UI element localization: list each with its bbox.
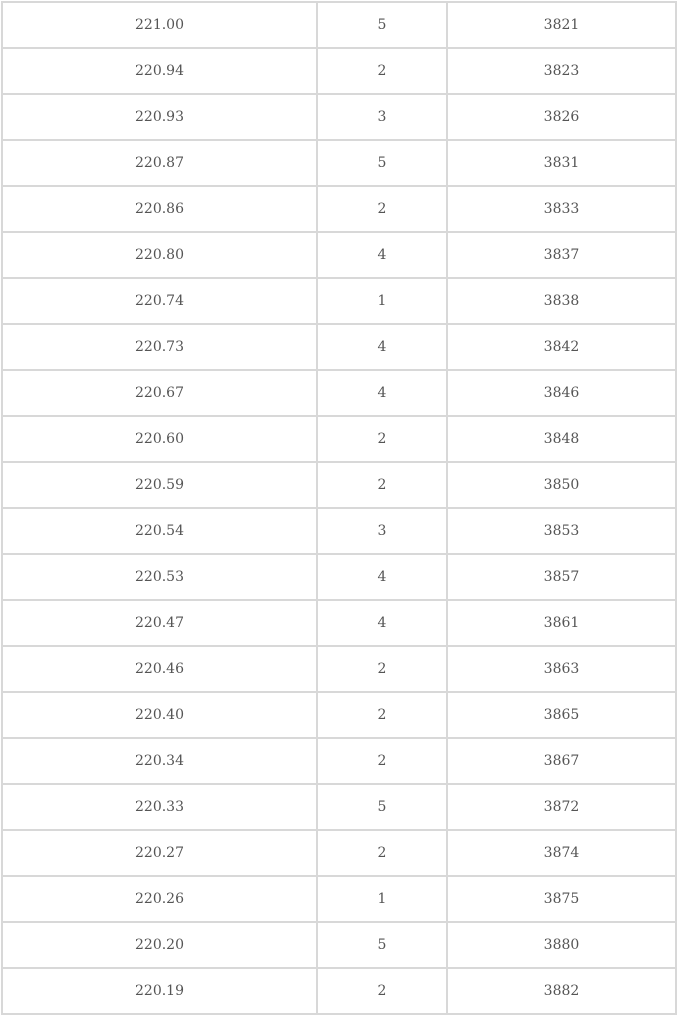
price-cell: 220.74 <box>2 278 317 324</box>
table-row <box>2 462 676 508</box>
table-row <box>2 370 676 416</box>
total-cell: 3848 <box>447 416 676 462</box>
table-row <box>2 692 676 738</box>
table-row <box>2 416 676 462</box>
count-cell: 5 <box>317 922 447 968</box>
total-cell: 3831 <box>447 140 676 186</box>
count-cell: 5 <box>317 140 447 186</box>
price-cell: 220.27 <box>2 830 317 876</box>
total-cell: 3842 <box>447 324 676 370</box>
total-cell: 3823 <box>447 48 676 94</box>
count-cell: 2 <box>317 416 447 462</box>
price-cell: 221.00 <box>2 2 317 48</box>
table-row <box>2 968 676 1014</box>
price-cell: 220.47 <box>2 600 317 646</box>
total-cell: 3861 <box>447 600 676 646</box>
table-row <box>2 278 676 324</box>
count-cell: 1 <box>317 876 447 922</box>
table-row <box>2 140 676 186</box>
total-cell: 3837 <box>447 232 676 278</box>
table-row <box>2 94 676 140</box>
price-cell: 220.33 <box>2 784 317 830</box>
count-cell: 4 <box>317 370 447 416</box>
total-cell: 3875 <box>447 876 676 922</box>
price-cell: 220.46 <box>2 646 317 692</box>
count-cell: 2 <box>317 968 447 1014</box>
count-cell: 3 <box>317 508 447 554</box>
price-cell: 220.80 <box>2 232 317 278</box>
table-row <box>2 232 676 278</box>
total-cell: 3865 <box>447 692 676 738</box>
table-row <box>2 186 676 232</box>
price-cell: 220.34 <box>2 738 317 784</box>
table-row <box>2 48 676 94</box>
count-cell: 2 <box>317 738 447 784</box>
table-row <box>2 324 676 370</box>
total-cell: 3882 <box>447 968 676 1014</box>
count-cell: 4 <box>317 554 447 600</box>
price-cell: 220.40 <box>2 692 317 738</box>
table-row <box>2 876 676 922</box>
price-cell: 220.87 <box>2 140 317 186</box>
price-cell: 220.53 <box>2 554 317 600</box>
price-cell: 220.54 <box>2 508 317 554</box>
price-cell: 220.20 <box>2 922 317 968</box>
price-cell: 220.60 <box>2 416 317 462</box>
count-cell: 2 <box>317 462 447 508</box>
count-cell: 2 <box>317 830 447 876</box>
total-cell: 3850 <box>447 462 676 508</box>
price-cell: 220.26 <box>2 876 317 922</box>
table-row <box>2 830 676 876</box>
count-cell: 5 <box>317 2 447 48</box>
table-row <box>2 600 676 646</box>
table-row <box>2 2 676 48</box>
table-row <box>2 738 676 784</box>
count-cell: 3 <box>317 94 447 140</box>
table-row <box>2 922 676 968</box>
total-cell: 3838 <box>447 278 676 324</box>
table-row <box>2 784 676 830</box>
total-cell: 3846 <box>447 370 676 416</box>
total-cell: 3880 <box>447 922 676 968</box>
count-cell: 2 <box>317 646 447 692</box>
table-row <box>2 646 676 692</box>
total-cell: 3874 <box>447 830 676 876</box>
total-cell: 3853 <box>447 508 676 554</box>
total-cell: 3872 <box>447 784 676 830</box>
count-cell: 1 <box>317 278 447 324</box>
data-table <box>1 1 677 1015</box>
count-cell: 2 <box>317 186 447 232</box>
total-cell: 3857 <box>447 554 676 600</box>
count-cell: 5 <box>317 784 447 830</box>
price-cell: 220.86 <box>2 186 317 232</box>
price-cell: 220.94 <box>2 48 317 94</box>
count-cell: 4 <box>317 600 447 646</box>
count-cell: 2 <box>317 692 447 738</box>
table-row <box>2 508 676 554</box>
total-cell: 3863 <box>447 646 676 692</box>
total-cell: 3867 <box>447 738 676 784</box>
count-cell: 2 <box>317 48 447 94</box>
price-cell: 220.19 <box>2 968 317 1014</box>
total-cell: 3821 <box>447 2 676 48</box>
total-cell: 3826 <box>447 94 676 140</box>
total-cell: 3833 <box>447 186 676 232</box>
count-cell: 4 <box>317 232 447 278</box>
price-cell: 220.59 <box>2 462 317 508</box>
price-cell: 220.67 <box>2 370 317 416</box>
count-cell: 4 <box>317 324 447 370</box>
price-cell: 220.73 <box>2 324 317 370</box>
table-body <box>2 2 676 1014</box>
table-row <box>2 554 676 600</box>
price-cell: 220.93 <box>2 94 317 140</box>
